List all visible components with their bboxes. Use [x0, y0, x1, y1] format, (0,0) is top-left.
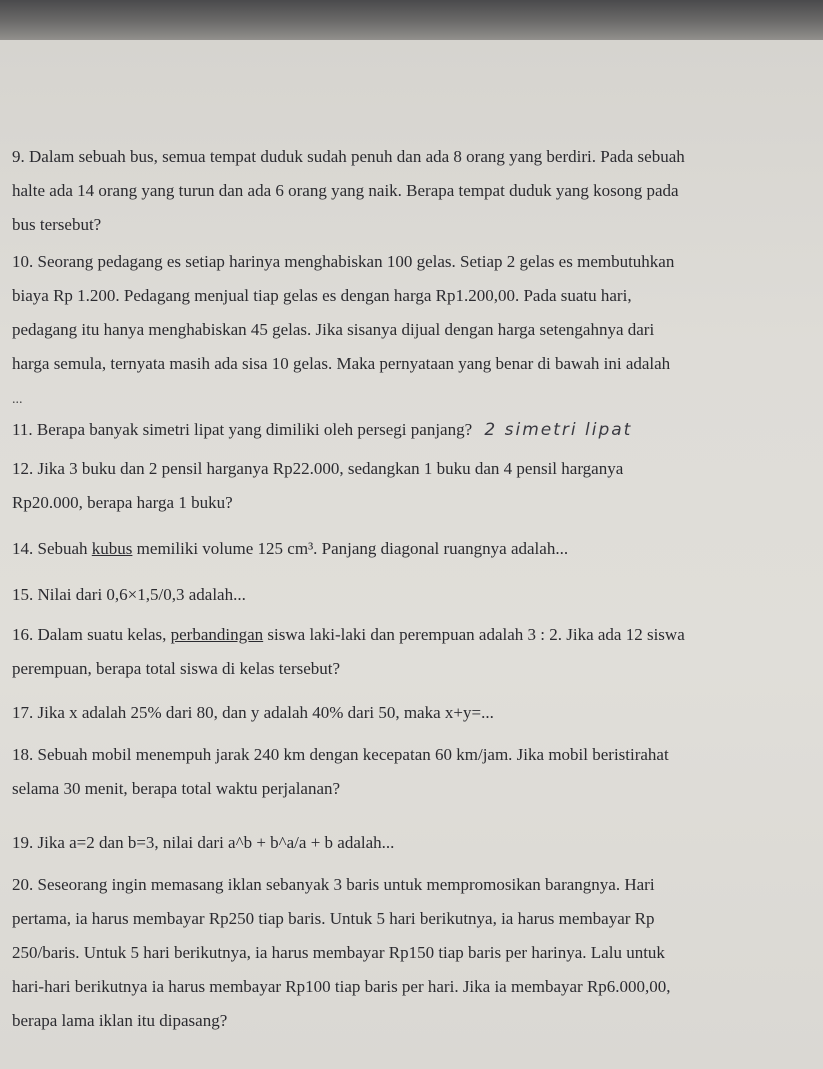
separator-dots: ... — [12, 392, 23, 407]
question-10-line-3: pedagang itu hanya menghabiskan 45 gelas. Jika sisanya dijual dengan harga setengahnya dari — [12, 320, 655, 339]
question-18-line-1: 18. Sebuah mobil menempuh jarak 240 km dengan kecepatan 60 km/jam. Jika mobil beristirahat — [12, 745, 669, 764]
question-20-line-3: 250/baris. Untuk 5 hari berikutnya, ia harus membayar Rp150 tiap baris per harinya. Lalu untuk — [12, 943, 665, 962]
question-18-line-2: selama 30 menit, berapa total waktu perjalanan? — [12, 779, 341, 798]
question-16-prefix: 16. Dalam suatu kelas, — [12, 625, 171, 644]
question-14-underlined-word: kubus — [91, 539, 133, 558]
question-14-suffix: memiliki volume 125 cm³. Panjang diagonal ruangnya adalah... — [132, 539, 569, 558]
question-17 — [12, 696, 802, 730]
question-10-line-2: biaya Rp 1.200. Pedagang menjual tiap gelas es dengan harga Rp1.200,00. Pada suatu hari, — [12, 286, 632, 305]
question-16-underlined-word: perbandingan — [170, 625, 264, 644]
question-20-line-2: pertama, ia harus membayar Rp250 tiap baris. Untuk 5 hari berikutnya, ia harus membayar Rp — [12, 909, 655, 928]
question-20 — [12, 868, 802, 1038]
question-16-suffix: siswa laki-laki dan perempuan adalah 3 : 2. Jika ada 12 siswa — [263, 625, 685, 644]
question-10 — [12, 245, 802, 381]
question-11-text: 11. Berapa banyak simetri lipat yang dimiliki oleh persegi panjang? — [12, 420, 473, 439]
question-11 — [12, 413, 802, 447]
question-16-line-2: perempuan, berapa total siswa di kelas tersebut? — [12, 659, 341, 678]
question-15 — [12, 578, 802, 612]
question-9-line-3: bus tersebut? — [12, 215, 102, 234]
question-16 — [12, 618, 802, 686]
question-20-line-1: 20. Seseorang ingin memasang iklan sebanyak 3 baris untuk mempromosikan barangnya. Hari — [12, 875, 655, 894]
question-20-line-5: berapa lama iklan itu dipasang? — [12, 1011, 228, 1030]
question-15-text: 15. Nilai dari 0,6×1,5/0,3 adalah... — [12, 585, 246, 604]
question-14 — [12, 532, 802, 566]
question-12-line-1: 12. Jika 3 buku dan 2 pensil harganya Rp22.000, sedangkan 1 buku dan 4 pensil harganya — [12, 459, 624, 478]
question-9-line-2: halte ada 14 orang yang turun dan ada 6 orang yang naik. Berapa tempat duduk yang kosong pada — [12, 181, 679, 200]
question-17-text: 17. Jika x adalah 25% dari 80, dan y adalah 40% dari 50, maka x+y=... — [12, 703, 494, 722]
question-9 — [12, 140, 802, 242]
question-18 — [12, 738, 802, 806]
question-10-line-4: harga semula, ternyata masih ada sisa 10 gelas. Maka pernyataan yang benar di bawah ini adalah — [12, 354, 671, 373]
handwritten-answer: 2 simetri lipat — [484, 420, 633, 440]
question-19-text: 19. Jika a=2 dan b=3, nilai dari a^b + b^a/a + b adalah... — [12, 833, 395, 852]
question-12 — [12, 452, 802, 520]
question-14-prefix: 14. Sebuah — [12, 539, 92, 558]
question-12-line-2: Rp20.000, berapa harga 1 buku? — [12, 493, 233, 512]
question-9-line-1: 9. Dalam sebuah bus, semua tempat duduk sudah penuh dan ada 8 orang yang berdiri. Pada sebuah — [12, 147, 685, 166]
question-10-line-1: 10. Seorang pedagang es setiap harinya menghabiskan 100 gelas. Setiap 2 gelas es membutuhkan — [12, 252, 675, 271]
question-20-line-4: hari-hari berikutnya ia harus membayar Rp100 tiap baris per hari. Jika ia membayar Rp6.000,00, — [12, 977, 671, 996]
question-19 — [12, 826, 802, 860]
